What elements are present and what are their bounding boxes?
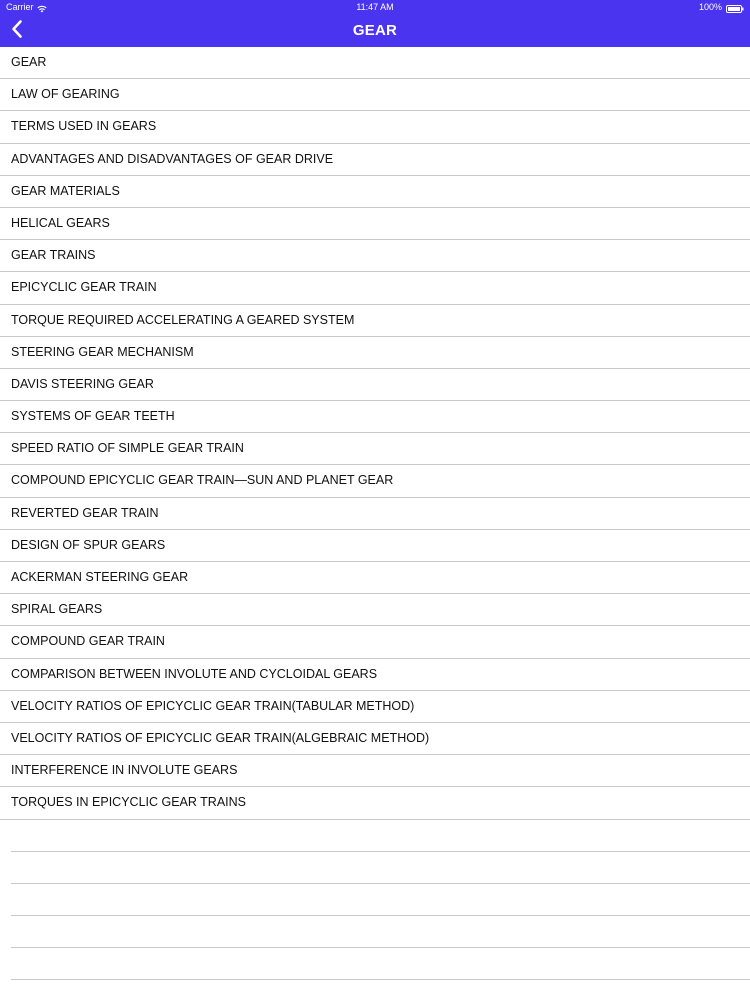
list-item[interactable]: SYSTEMS OF GEAR TEETH xyxy=(0,401,750,433)
empty-row xyxy=(11,852,750,884)
empty-row xyxy=(11,884,750,916)
battery-icon xyxy=(726,3,744,11)
list-item[interactable]: GEAR TRAINS xyxy=(0,240,750,272)
list-item[interactable]: GEAR xyxy=(0,47,750,79)
list-item[interactable]: ACKERMAN STEERING GEAR xyxy=(0,562,750,594)
list-item[interactable]: ADVANTAGES AND DISADVANTAGES OF GEAR DRIVE xyxy=(0,144,750,176)
list-item[interactable]: SPIRAL GEARS xyxy=(0,594,750,626)
list-item[interactable]: VELOCITY RATIOS OF EPICYCLIC GEAR TRAIN(ALGEBRAIC METHOD) xyxy=(0,723,750,755)
list-item[interactable]: VELOCITY RATIOS OF EPICYCLIC GEAR TRAIN(TABULAR METHOD) xyxy=(0,691,750,723)
list-item[interactable]: INTERFERENCE IN INVOLUTE GEARS xyxy=(0,755,750,787)
list-item[interactable]: STEERING GEAR MECHANISM xyxy=(0,337,750,369)
list-item[interactable]: LAW OF GEARING xyxy=(0,79,750,111)
list-item[interactable]: HELICAL GEARS xyxy=(0,208,750,240)
status-battery xyxy=(699,0,744,14)
topic-list xyxy=(0,47,750,1000)
list-item[interactable]: SPEED RATIO OF SIMPLE GEAR TRAIN xyxy=(0,433,750,465)
list-item[interactable]: COMPARISON BETWEEN INVOLUTE AND CYCLOIDAL GEARS xyxy=(0,659,750,691)
status-time: 11:47 AM xyxy=(356,2,394,12)
page-title: GEAR xyxy=(352,22,398,39)
empty-row xyxy=(11,916,750,948)
empty-row xyxy=(11,948,750,980)
status-bar xyxy=(0,0,750,14)
list-item[interactable]: DAVIS STEERING GEAR xyxy=(0,369,750,401)
list-item[interactable]: REVERTED GEAR TRAIN xyxy=(0,498,750,530)
navigation-bar xyxy=(0,14,750,47)
list-item[interactable]: COMPOUND GEAR TRAIN xyxy=(0,626,750,658)
list-item[interactable]: COMPOUND EPICYCLIC GEAR TRAIN—SUN AND PLANET GEAR xyxy=(0,465,750,497)
list-item[interactable]: TORQUES IN EPICYCLIC GEAR TRAINS xyxy=(0,787,750,819)
header xyxy=(0,0,750,47)
list-item[interactable]: TERMS USED IN GEARS xyxy=(0,111,750,143)
list-item[interactable]: GEAR MATERIALS xyxy=(0,176,750,208)
list-item[interactable]: EPICYCLIC GEAR TRAIN xyxy=(0,272,750,304)
battery-percent: 100% xyxy=(698,2,722,12)
carrier-label: Carrier xyxy=(6,2,34,12)
list-item[interactable]: TORQUE REQUIRED ACCELERATING A GEARED SYSTEM xyxy=(0,305,750,337)
empty-row xyxy=(11,820,750,852)
list-item[interactable]: DESIGN OF SPUR GEARS xyxy=(0,530,750,562)
